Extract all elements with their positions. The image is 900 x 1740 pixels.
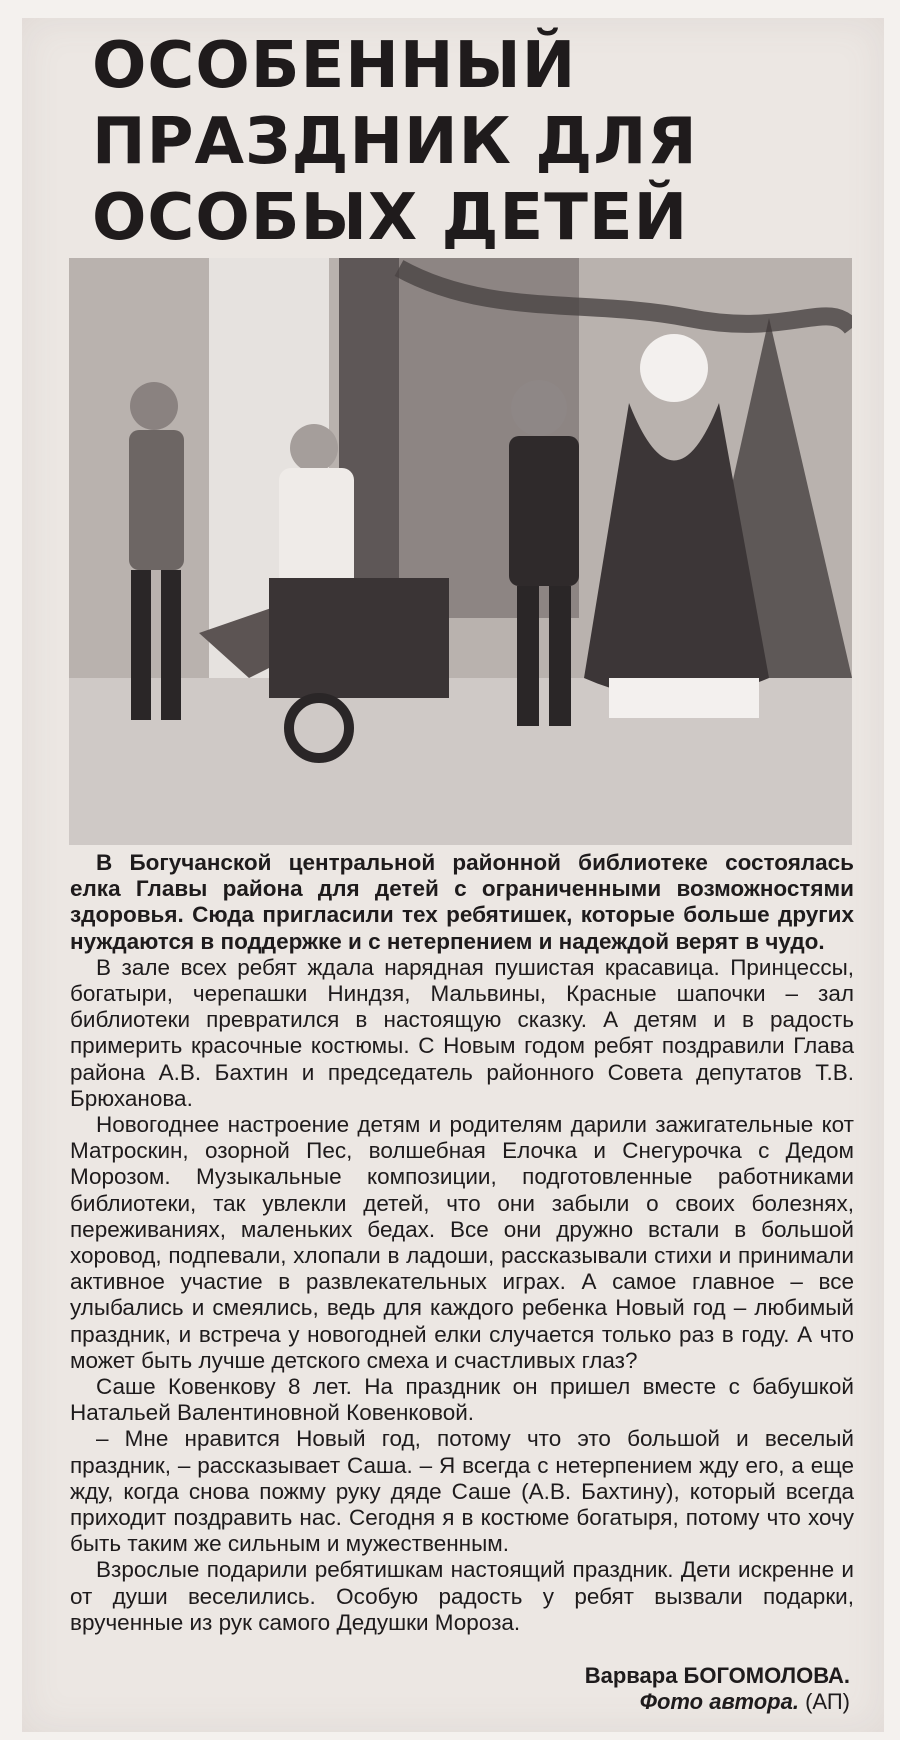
article-photo [69, 258, 852, 845]
article-byline [585, 1663, 850, 1715]
article-paragraph-3: Саше Ковенкову 8 лет. На праздник он пришел вместе с бабушкой Натальей Валентиновной Ковенковой. [70, 1374, 854, 1426]
photo-icon [69, 258, 852, 845]
agency-label: (АП) [805, 1689, 850, 1714]
article-headline [92, 28, 812, 256]
article-paragraph-2: Новогоднее настроение детям и родителям дарили зажигательные кот Матроскин, озорной Пес, волшебная Елочка и Снегурочка с Дедом Морозом. Музыкальные композиции, подготовленные работниками библиотеки, так увлекли детей, что они забыли о своих болезнях, переживаниях, маленьких бедах. Все они дружно встали в большой хоровод, подпевали, хлопали в ладоши, рассказывали стихи и принимали активное участие в развлекательных играх. А самое главное – все улыбались и смеялись, ведь для каждого ребенка Новый год – любимый праздник, и встреча у новогодней елки случается только раз в году. А что может быть лучше детского смеха и счастливых глаз? [70, 1112, 854, 1373]
headline-line-2: ПРАЗДНИК ДЛЯ [92, 105, 698, 179]
photo-credit [585, 1689, 850, 1715]
article-paragraph-5: Взрослые подарили ребятишкам настоящий праздник. Дети искренне и от души веселились. Особую радость у ребят вызвали подарки, врученные из рук самого Дедушки Мороза. [70, 1557, 854, 1635]
photo-label: Фото автора. [639, 1689, 799, 1714]
author-name: Варвара БОГОМОЛОВА. [584, 1663, 850, 1688]
headline-line-1: ОСОБЕННЫЙ [92, 29, 577, 103]
article-paragraph-1: В зале всех ребят ждала нарядная пушистая красавица. Принцессы, богатыри, черепашки Ниндзя, Мальвины, Красные шапочки – зал библиотеки превратился в настоящую сказку. А детям и в радость примерить красочные костюмы. С Новым годом ребят поздравили Глава района А.В. Бахтин и председатель районного Совета депутатов Т.В. Брюханова. [70, 954, 854, 1111]
article-body [70, 850, 854, 1636]
article-paragraph-4: – Мне нравится Новый год, потому что это большой и веселый праздник, – рассказывает Саша. – Я всегда с нетерпением жду его, а еще жду, когда снова пожму руку дяде Саше (А.В. Бахтину), который всегда приходит поздравить нас. Сегодня я в костюме богатыря, потому что хочу быть таким же сильным и мужественным. [70, 1426, 854, 1557]
article-lead: В Богучанской центральной районной библиотеке состоялась елка Главы района для детей с ограниченными возможностями здоровья. Сюда пригласили тех ребятишек, которые больше других нуждаются в поддержке и с нетерпением и надеждой верят в чудо. [70, 850, 854, 954]
headline-line-3: ОСОБЫХ ДЕТЕЙ [92, 181, 689, 255]
